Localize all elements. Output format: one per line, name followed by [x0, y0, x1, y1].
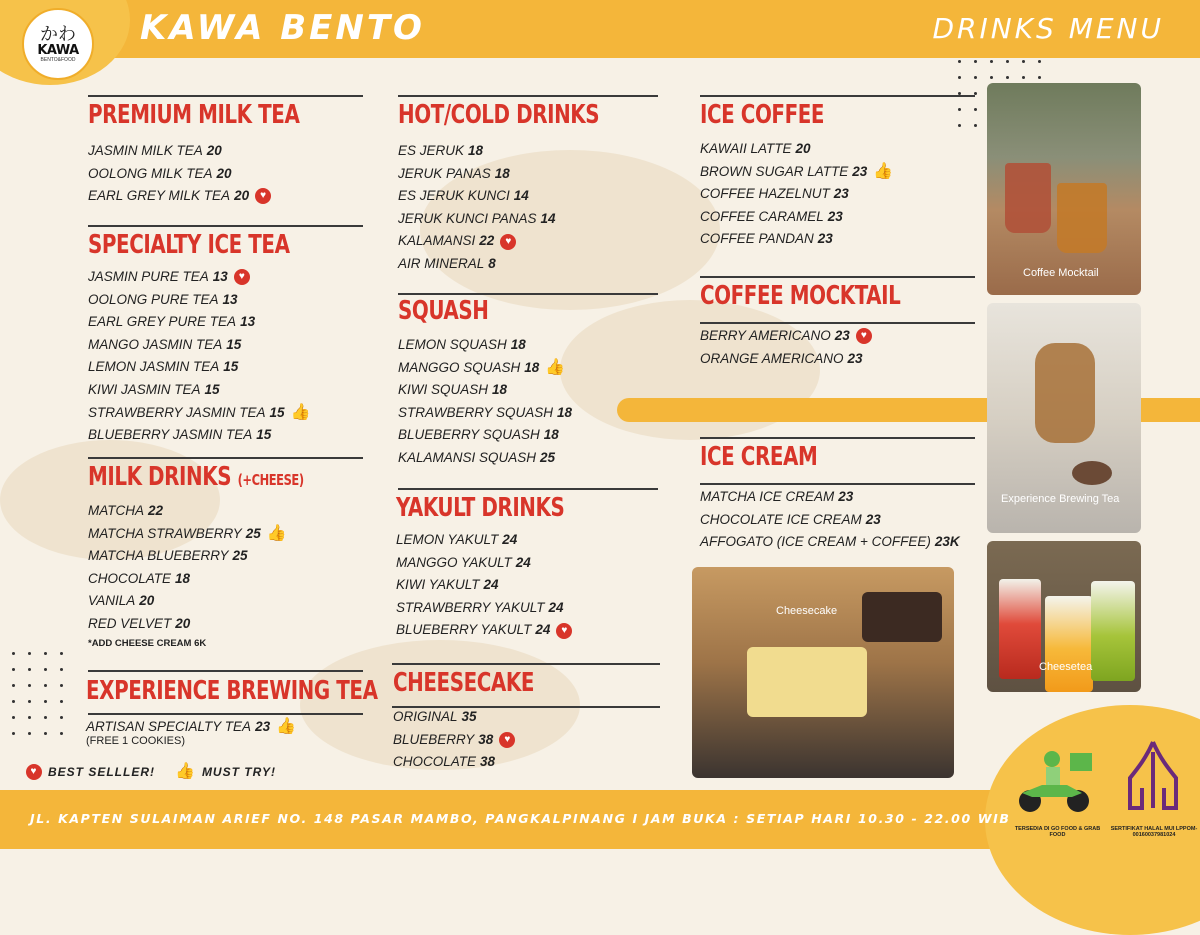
menu-item: [88, 163, 337, 186]
menu-item-price: 24: [535, 622, 551, 638]
menu-item-price: 24: [515, 554, 531, 570]
menu-item-name: BLUEBERRY SQUASH: [398, 427, 540, 443]
menu-item: [88, 356, 325, 379]
menu-item: [88, 500, 342, 523]
menu-item-name: KALAMANSI: [398, 233, 476, 249]
photo-coffee-mocktail: [987, 83, 1141, 295]
menu-item-name: MANGGO SQUASH: [398, 359, 521, 375]
dot: [958, 60, 961, 63]
section-coffee-mocktail: [700, 281, 936, 370]
photo-caption: Experience Brewing Tea: [1001, 493, 1120, 505]
menu-item: [88, 590, 342, 613]
dot: [28, 700, 31, 703]
menu-item-list: [700, 486, 960, 554]
menu-item-price: 23: [865, 511, 881, 527]
heart-icon: ♥: [856, 328, 872, 344]
menu-item-name: AFFOGATO (ICE CREAM + COFFEE): [700, 534, 931, 550]
section-premium-milk-tea: [88, 100, 337, 208]
section-ice-coffee: [700, 100, 893, 251]
dot: [44, 684, 47, 687]
menu-item: [88, 266, 325, 289]
dot: [12, 732, 15, 735]
thumbs-up-icon: 👍: [290, 403, 311, 421]
section-rule: [398, 488, 658, 490]
menu-item-price: 38: [478, 731, 494, 747]
dot: [1006, 76, 1009, 79]
dot: [44, 668, 47, 671]
logo-kana: かわ: [40, 23, 76, 45]
menu-item-price: 23: [847, 350, 863, 366]
cup-icon: [1045, 596, 1093, 692]
menu-item-name: OOLONG MILK TEA: [88, 165, 213, 181]
dot: [44, 716, 47, 719]
menu-item: [398, 334, 572, 357]
section-title: EXPERIENCE BREWING TEA: [86, 676, 378, 706]
section-cheesecake: [393, 668, 559, 774]
section-title: SQUASH: [398, 296, 489, 326]
menu-item-name: STRAWBERRY JASMIN TEA: [88, 404, 266, 420]
menu-item-name: COFFEE CARAMEL: [700, 208, 824, 224]
delivery-scooter-icon: [1012, 745, 1097, 815]
menu-item-name: JERUK PANAS: [398, 165, 491, 181]
menu-item: [88, 545, 342, 568]
menu-item: [700, 228, 893, 251]
dot: [28, 716, 31, 719]
menu-item-price: 22: [479, 233, 495, 249]
menu-item-name: LEMON SQUASH: [398, 337, 507, 352]
logo-word: KAWA: [37, 42, 79, 58]
dot: [12, 668, 15, 671]
menu-item-price: 24: [502, 532, 518, 547]
dot: [974, 76, 977, 79]
menu-item: [88, 185, 337, 208]
menu-item-price: 25: [232, 548, 248, 564]
section-title: PREMIUM MILK TEA: [88, 100, 300, 130]
dot: [1022, 60, 1025, 63]
dot: [44, 700, 47, 703]
cheese-note: *ADD CHEESE CREAM 6K: [88, 637, 207, 649]
heart-icon: ♥: [500, 234, 516, 250]
dot: [44, 732, 47, 735]
menu-item-list: [88, 500, 342, 636]
dot: [958, 124, 961, 127]
menu-item: [398, 140, 635, 163]
dot: [1038, 76, 1041, 79]
legend-best-seller: BEST SELLLER!: [48, 765, 156, 779]
menu-item-price: 15: [226, 336, 242, 352]
thumbs-up-icon: 👍: [873, 162, 894, 180]
menu-item-price: 18: [543, 427, 559, 443]
menu-item-name: ES JERUK KUNCI: [398, 188, 510, 204]
section-rule: [700, 276, 975, 278]
photo-caption: Cheesetea: [1039, 661, 1093, 673]
heart-icon: ♥: [26, 764, 42, 780]
menu-item-name: JASMIN MILK TEA: [88, 143, 203, 158]
section-specialty-ice-tea: [88, 230, 325, 447]
menu-item-name: CHOCOLATE ICE CREAM: [700, 511, 862, 527]
menu-item-list: [700, 138, 893, 251]
thumbs-up-icon: 👍: [545, 358, 566, 376]
menu-item: [88, 311, 325, 334]
menu-item: [88, 568, 342, 591]
delivery-badge-text: TERSEDIA DI GO FOOD & GRAB FOOD: [1014, 826, 1101, 838]
photo-caption: Coffee Mocktail: [1023, 267, 1099, 279]
brand-title: KAWA BENTO: [140, 8, 425, 48]
menu-item-price: 20: [139, 593, 155, 609]
menu-item-name: KIWI JASMIN TEA: [88, 381, 201, 397]
menu-item: [88, 140, 337, 163]
menu-item: [700, 486, 960, 509]
menu-item-price: 23K: [934, 534, 960, 550]
menu-item-name: ES JERUK: [398, 143, 465, 158]
section-title: YAKULT DRINKS: [396, 493, 565, 523]
section-rule: [700, 437, 975, 439]
menu-item-name: MATCHA ICE CREAM: [700, 489, 835, 504]
dot: [974, 124, 977, 127]
menu-item: [88, 402, 325, 425]
photo-caption: Cheesecake: [776, 605, 838, 617]
dot: [44, 652, 47, 655]
menu-item: [396, 574, 594, 597]
menu-item: [398, 230, 635, 253]
section-title: HOT/COLD DRINKS: [398, 100, 600, 130]
menu-item: [88, 523, 342, 546]
dot: [958, 108, 961, 111]
section-rule: [88, 457, 363, 459]
menu-item-price: 8: [488, 255, 496, 271]
chocolate-slice-icon: [862, 592, 942, 642]
menu-item-price: 23: [827, 208, 843, 224]
menu-item: [396, 552, 594, 575]
legend-must-try: MUST TRY!: [201, 765, 277, 779]
teapot-icon: [1035, 343, 1095, 443]
menu-item-name: STRAWBERRY YAKULT: [396, 599, 545, 615]
menu-item-price: 20: [206, 143, 222, 158]
dot: [12, 700, 15, 703]
section-squash: [398, 296, 572, 470]
logo-sub: BENTO&FOOD: [40, 56, 76, 63]
cheesecake-slice-icon: [747, 647, 867, 717]
section-rule: [700, 95, 975, 97]
dot: [28, 732, 31, 735]
section-title: ICE COFFEE: [700, 100, 825, 130]
dot: [12, 652, 15, 655]
menu-item-name: BLUEBERRY: [393, 731, 475, 747]
menu-item-name: MANGGO YAKULT: [396, 554, 512, 570]
section-title: ICE CREAM: [700, 442, 818, 472]
menu-item: [700, 183, 893, 206]
menu-item-name: LEMON YAKULT: [396, 532, 499, 547]
menu-item-list: [88, 140, 337, 208]
menu-item-price: 20: [216, 165, 232, 181]
menu-item: [396, 597, 594, 620]
dot: [60, 684, 63, 687]
menu-item-name: BERRY AMERICANO: [700, 328, 831, 343]
menu-item-name: STRAWBERRY SQUASH: [398, 404, 554, 420]
address-hours: JL. KAPTEN SULAIMAN ARIEF NO. 148 PASAR MAMBO, PANGKALPINANG I JAM BUKA : SETIAP HARI 10.30 - 22.00 WIB: [30, 811, 1011, 826]
halal-logo-icon: [1118, 738, 1188, 818]
menu-item-name: BROWN SUGAR LATTE: [700, 163, 849, 179]
cookies-note: (FREE 1 COOKIES): [86, 734, 186, 747]
menu-item-price: 23: [834, 328, 850, 343]
menu-item: [700, 138, 893, 161]
menu-item: [398, 208, 635, 231]
menu-item-name: MATCHA: [88, 503, 144, 518]
menu-item-name: ORANGE AMERICANO: [700, 350, 844, 366]
menu-item-name: MANGO JASMIN TEA: [88, 336, 223, 352]
section-yakult-drinks: [396, 493, 594, 642]
section-rule: [398, 293, 658, 295]
menu-item: [398, 379, 572, 402]
menu-item-price: 18: [468, 143, 484, 158]
menu-item: [700, 161, 893, 184]
menu-item: [88, 424, 325, 447]
menu-item: [88, 334, 325, 357]
menu-item-list: [396, 529, 594, 642]
menu-item-price: 38: [480, 754, 496, 770]
dot: [28, 652, 31, 655]
menu-item-name: ARTISAN SPECIALTY TEA: [86, 719, 252, 734]
heart-icon: ♥: [556, 623, 572, 639]
section-subtitle: (+CHEESE): [237, 471, 304, 489]
cookie-icon: [1072, 461, 1112, 485]
menu-item: [396, 529, 594, 552]
cup-icon: [1091, 581, 1135, 681]
menu-item-price: 14: [540, 210, 556, 226]
menu-item: [393, 751, 559, 774]
menu-item-name: JERUK KUNCI PANAS: [398, 210, 537, 226]
menu-item-price: 15: [204, 381, 220, 397]
dot: [60, 700, 63, 703]
kawa-logo: [22, 8, 94, 80]
dot: [12, 716, 15, 719]
menu-item-price: 20: [795, 141, 811, 156]
dot: [990, 76, 993, 79]
cup-icon: [999, 579, 1041, 679]
menu-item-price: 15: [269, 404, 285, 420]
menu-item-name: EARL GREY MILK TEA: [88, 188, 231, 204]
menu-item-name: COFFEE PANDAN: [700, 231, 814, 247]
menu-item-name: EARL GREY PURE TEA: [88, 314, 237, 330]
glass-icon: [1057, 183, 1107, 253]
menu-item: [88, 379, 325, 402]
menu-item: [700, 206, 893, 229]
menu-item: [393, 729, 559, 752]
menu-item-price: 18: [557, 404, 573, 420]
section-ice-cream: [700, 442, 960, 554]
photo-cheesetea: [987, 541, 1141, 692]
menu-item-price: 25: [540, 449, 556, 465]
section-rule: [392, 663, 660, 665]
menu-item-price: 13: [222, 291, 238, 307]
menu-item-name: RED VELVET: [88, 615, 172, 631]
halal-badge-text: SERTIFIKAT HALAL MUI LPPOM-00160037981024: [1110, 826, 1198, 838]
menu-item-price: 23: [852, 163, 868, 179]
menu-item-price: 24: [548, 599, 564, 615]
menu-item-name: OOLONG PURE TEA: [88, 291, 219, 307]
menu-item-name: CHOCOLATE: [88, 570, 172, 586]
section-rule: [88, 225, 363, 227]
menu-item-name: KAWAII LATTE: [700, 141, 792, 156]
menu-item-name: KALAMANSI SQUASH: [398, 449, 537, 465]
menu-item-name: ORIGINAL: [393, 709, 458, 724]
heart-icon: ♥: [234, 269, 250, 285]
menu-item-price: 22: [148, 503, 164, 518]
menu-item-price: 13: [212, 269, 228, 284]
menu-item: [398, 163, 635, 186]
dot: [1038, 60, 1041, 63]
menu-item: [700, 325, 936, 348]
dot: [1022, 76, 1025, 79]
menu-item-price: 15: [223, 359, 239, 375]
menu-item-price: 14: [513, 188, 529, 204]
menu-item-price: 18: [510, 337, 526, 352]
menu-item: [700, 531, 960, 554]
menu-item-list: [398, 334, 572, 470]
section-milk-drinks: [88, 462, 342, 649]
menu-item-price: 35: [461, 709, 477, 724]
dot: [28, 684, 31, 687]
menu-item-name: JASMIN PURE TEA: [88, 269, 209, 284]
section-title: SPECIALTY ICE TEA: [88, 230, 290, 260]
menu-title: DRINKS MENU: [932, 12, 1164, 45]
menu-item-name: BLUEBERRY JASMIN TEA: [88, 427, 253, 443]
menu-item: [398, 357, 572, 380]
menu-item-price: 20: [175, 615, 191, 631]
menu-item-price: 18: [492, 382, 508, 398]
menu-item-price: 23: [255, 719, 271, 734]
menu-item: [700, 348, 936, 371]
dot: [12, 684, 15, 687]
menu-item-price: 18: [175, 570, 191, 586]
section-rule: [88, 95, 363, 97]
menu-item: [700, 509, 960, 532]
menu-item-price: 18: [524, 359, 540, 375]
menu-item-name: BLUEBERRY YAKULT: [396, 622, 532, 638]
menu-item-price: 23: [838, 489, 854, 504]
menu-item-name: MATCHA STRAWBERRY: [88, 525, 242, 541]
menu-item-name: KIWI SQUASH: [398, 382, 489, 398]
photo-cheesecake: [692, 567, 954, 778]
menu-item: [88, 613, 342, 636]
menu-item: [398, 424, 572, 447]
heart-icon: ♥: [499, 732, 515, 748]
thumbs-up-icon: 👍: [276, 718, 297, 736]
photo-brewing-tea: [987, 303, 1141, 533]
dot: [60, 668, 63, 671]
dot: [1006, 60, 1009, 63]
section-rule: [398, 95, 658, 97]
menu-item-name: VANILA: [88, 593, 136, 609]
menu-item: [88, 289, 325, 312]
dot: [60, 716, 63, 719]
dot: [990, 60, 993, 63]
menu-item-price: 24: [483, 577, 499, 593]
menu-item: [398, 185, 635, 208]
menu-item-name: KIWI YAKULT: [396, 577, 480, 593]
section-title: [88, 462, 304, 492]
dot: [28, 668, 31, 671]
thumbs-up-icon: 👍: [175, 763, 196, 780]
menu-item-price: 20: [234, 188, 250, 204]
menu-item-price: 18: [494, 165, 510, 181]
menu-item-price: 15: [256, 427, 272, 443]
section-experience-brewing-tea: [86, 676, 429, 747]
menu-item-list: [700, 325, 936, 370]
dot: [958, 76, 961, 79]
legend: [26, 764, 276, 780]
menu-item-list: [393, 706, 559, 774]
dot: [974, 108, 977, 111]
section-rule: [88, 670, 363, 672]
heart-icon: ♥: [255, 188, 271, 204]
menu-item-name: MATCHA BLUEBERRY: [88, 548, 229, 564]
menu-item: [398, 253, 635, 276]
section-title: CHEESECAKE: [393, 668, 535, 698]
menu-item: [398, 447, 572, 470]
menu-item: [398, 402, 572, 425]
menu-item-price: 23: [833, 186, 849, 202]
section-title: COFFEE MOCKTAIL: [700, 281, 901, 311]
menu-item-name: COFFEE HAZELNUT: [700, 186, 830, 202]
dot: [974, 60, 977, 63]
menu-item-price: 13: [240, 314, 256, 330]
dot: [60, 652, 63, 655]
thumbs-up-icon: 👍: [266, 524, 287, 542]
menu-item-name: AIR MINERAL: [398, 255, 485, 271]
menu-item-list: [398, 140, 635, 276]
menu-item-price: 25: [245, 525, 261, 541]
menu-item-name: LEMON JASMIN TEA: [88, 359, 220, 375]
menu-item-name: CHOCOLATE: [393, 754, 477, 770]
section-hot-cold-drinks: [398, 100, 635, 276]
menu-item-list: [88, 266, 325, 447]
menu-item-price: 23: [817, 231, 833, 247]
menu-item: [393, 706, 559, 729]
glass-icon: [1005, 163, 1051, 233]
section-title-text: MILK DRINKS: [88, 462, 232, 492]
menu-item: [396, 619, 594, 642]
dot: [60, 732, 63, 735]
